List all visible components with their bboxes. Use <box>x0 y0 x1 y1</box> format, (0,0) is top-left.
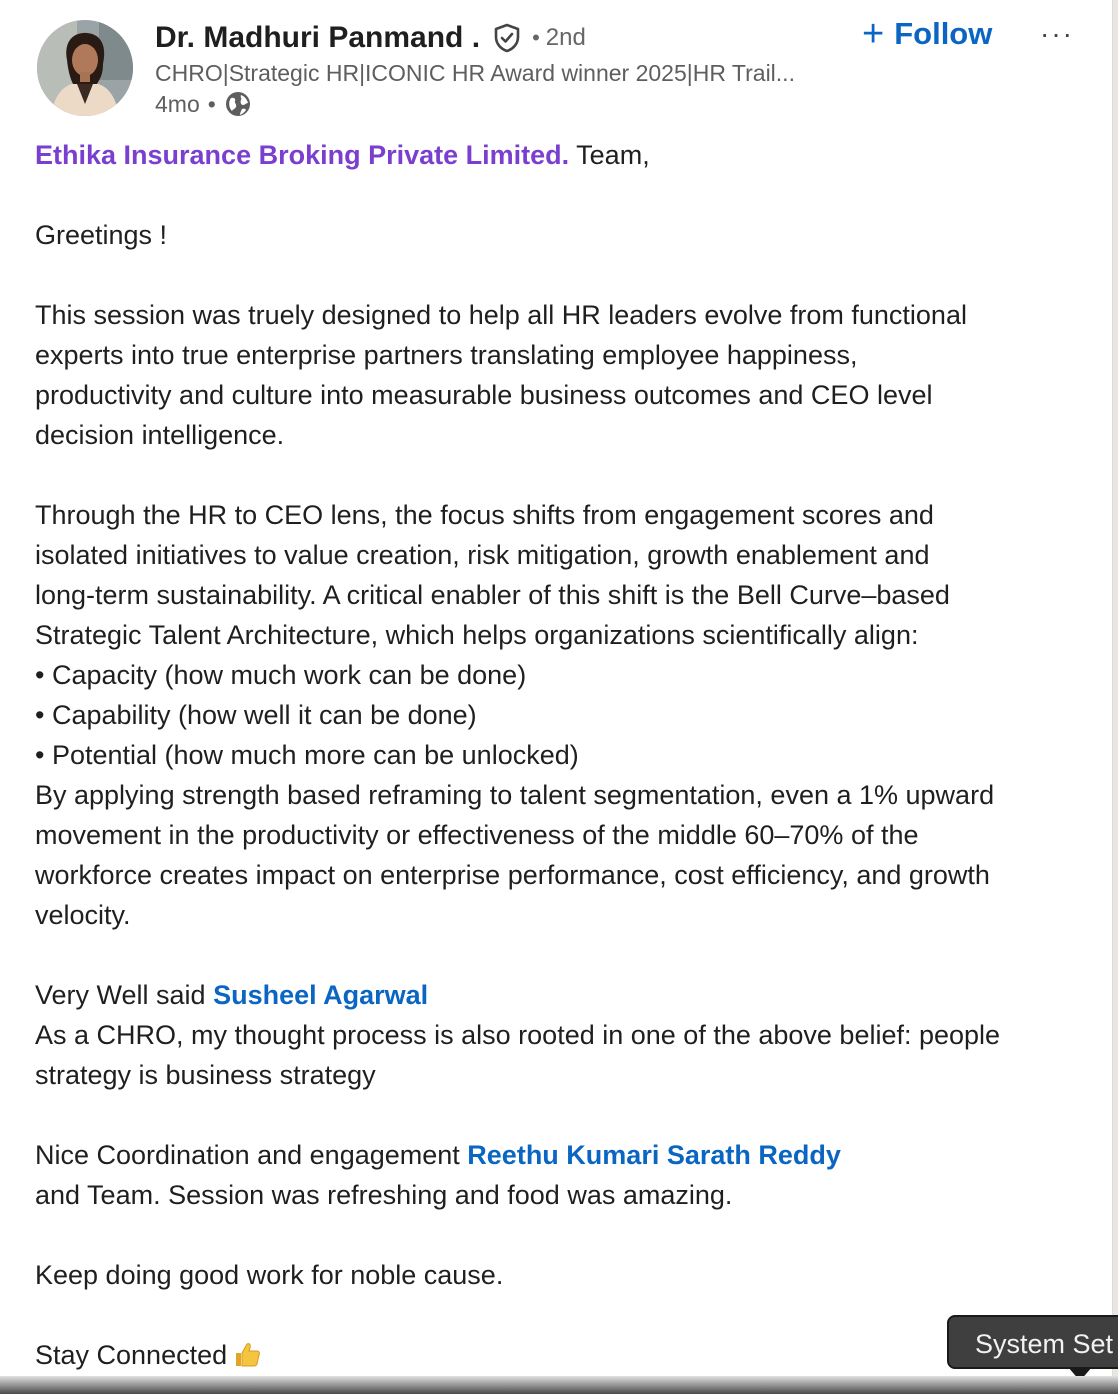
bullet-potential: • Potential (how much more can be unlocked) <box>35 740 579 770</box>
person-mention-link[interactable]: Susheel Agarwal <box>213 980 429 1010</box>
post-paragraph-3 <box>35 975 1095 1095</box>
text-line: isolated initiatives to value creation, risk mitigation, growth enablement and <box>35 540 930 570</box>
globe-icon <box>224 90 252 118</box>
post-paragraph-5: Keep doing good work for noble cause. <box>35 1260 504 1290</box>
author-avatar[interactable] <box>37 20 133 116</box>
connection-degree: 2nd <box>545 24 586 51</box>
text-fragment: Very Well said <box>35 980 214 1010</box>
post-closing <box>35 1335 1095 1379</box>
separator-dot: • <box>207 90 216 117</box>
text-line: and Team. Session was refreshing and food was amazing. <box>35 1180 733 1210</box>
person-mention-link[interactable]: Reethu Kumari Sarath Reddy <box>467 1140 841 1170</box>
thumbs-up-icon <box>233 1339 261 1379</box>
text-line: This session was truely designed to help all HR leaders evolve from functional <box>35 300 967 330</box>
author-headline: CHRO|Strategic HR|ICONIC HR Award winner 2025|HR Trail... <box>155 60 795 86</box>
text-line <box>35 975 1095 1015</box>
text-line: productivity and culture into measurable business outcomes and CEO level <box>35 380 933 410</box>
bottom-edge <box>0 1376 1118 1394</box>
text-line: As a CHRO, my thought process is also rooted in one of the above belief: people <box>35 1020 1001 1050</box>
company-mention-link[interactable]: Ethika Insurance Broking Private Limited. <box>35 140 570 170</box>
post-paragraph-2 <box>35 495 1095 935</box>
bullet-capability: • Capability (how well it can be done) <box>35 700 477 730</box>
plus-icon: + <box>862 13 885 55</box>
more-icon: ··· <box>1040 18 1074 49</box>
post-body <box>35 135 1095 1394</box>
post-opening <box>35 135 1095 175</box>
verified-shield-icon <box>492 23 522 53</box>
post-paragraph-1 <box>35 295 1095 455</box>
author-name[interactable]: Dr. Madhuri Panmand . <box>155 21 481 54</box>
follow-button[interactable] <box>862 14 992 54</box>
post-time[interactable]: 4mo <box>155 90 200 117</box>
text-line: workforce creates impact on enterprise performance, cost efficiency, and growth <box>35 860 990 890</box>
text-line: experts into true enterprise partners translating employee happiness, <box>35 340 858 370</box>
post-paragraph-4 <box>35 1135 1095 1215</box>
text-line: Through the HR to CEO lens, the focus shifts from engagement scores and <box>35 500 934 530</box>
text-line: Strategic Talent Architecture, which helps organizations scientifically align: <box>35 620 919 650</box>
post-meta <box>155 89 252 119</box>
follow-label: Follow <box>894 16 993 51</box>
bullet-capacity: • Capacity (how much work can be done) <box>35 660 527 690</box>
system-settings-tooltip: System Set <box>947 1315 1118 1369</box>
post-greeting: Greetings ! <box>35 220 168 250</box>
author-name-row <box>155 18 586 58</box>
text-line: long-term sustainability. A critical enabler of this shift is the Bell Curve–based <box>35 580 950 610</box>
text-line: velocity. <box>35 900 131 930</box>
text-line: decision intelligence. <box>35 420 285 450</box>
separator-dot: • <box>532 25 540 50</box>
opening-text: Team, <box>569 140 650 170</box>
text-line: strategy is business strategy <box>35 1060 376 1090</box>
more-options-button[interactable] <box>1035 14 1079 54</box>
text-line <box>35 1135 1095 1175</box>
text-line: movement in the productivity or effectiveness of the middle 60–70% of the <box>35 820 919 850</box>
closing-text: Stay Connected <box>35 1340 228 1370</box>
text-line: By applying strength based reframing to talent segmentation, even a 1% upward <box>35 780 995 810</box>
text-fragment: Nice Coordination and engagement <box>35 1140 468 1170</box>
